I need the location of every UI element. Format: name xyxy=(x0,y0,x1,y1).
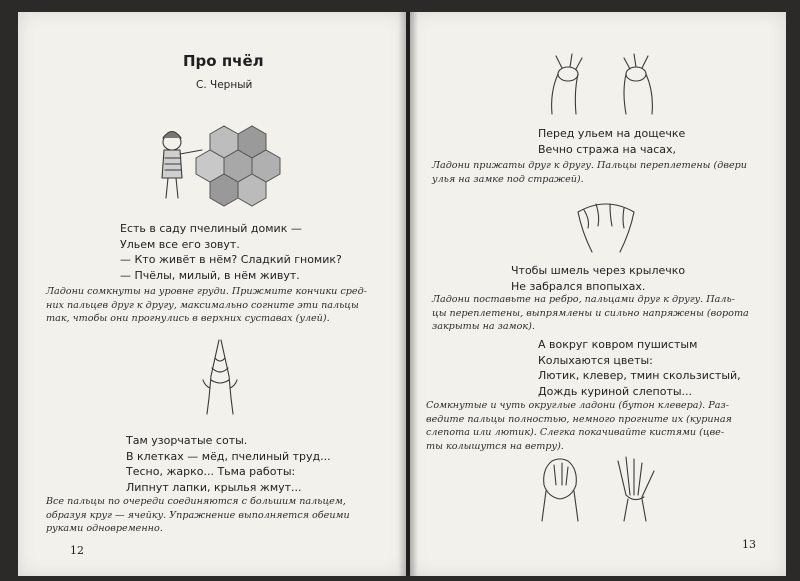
open-hands xyxy=(618,457,654,521)
verse-honeycomb xyxy=(126,433,331,495)
instruction-line: руками одновременно. xyxy=(46,523,163,534)
instruction-line: ты колышутся на ветру). xyxy=(426,440,564,452)
verse-line: Ульем все его зовут. xyxy=(120,237,240,251)
left-hand xyxy=(552,54,582,114)
instruction-line: цы переплетены, выпрямлены и сильно напряжены (ворота xyxy=(432,307,749,319)
honeycomb xyxy=(196,126,280,206)
verse-line: Перед ульем на дощечке xyxy=(538,127,686,140)
poem-title: Про пчёл xyxy=(183,52,264,70)
page-number-left: 12 xyxy=(70,544,84,557)
instruction-line: Ладони сомкнуты на уровне груди. Прижмите кончики сред- xyxy=(46,286,367,297)
instruction-hive xyxy=(46,285,367,326)
right-hand xyxy=(624,54,652,114)
instruction-line: Сомкнутые и чуть округлые ладони (бутон клевера). Раз- xyxy=(426,400,729,411)
instruction-line: Ладони поставьте на ребро, пальцами друг к другу. Паль- xyxy=(432,294,735,305)
flower-hands-illustration xyxy=(530,455,675,525)
instruction-line: ведите пальцы полностью, немного прогните их (куриная xyxy=(426,413,732,425)
verse-line: В клетках — мёд, пчелиный труд... xyxy=(126,449,331,463)
verse-bee-house xyxy=(120,221,342,283)
instruction-doors xyxy=(432,159,747,186)
instruction-line: слепота или лютик). Слегка покачивайте кистями (цве- xyxy=(426,427,725,438)
instruction-clover xyxy=(426,399,732,453)
verse-line: Вечно стража на часах, xyxy=(538,142,677,156)
verse-line: Там узорчатые соты. xyxy=(126,434,248,447)
instruction-line: так, чтобы они прогнулись в верхних суставах (улей). xyxy=(46,313,330,324)
instruction-line: Ладони прижаты друг к другу. Пальцы переплетены (двери xyxy=(432,160,747,171)
verse-line: — Пчёлы, милый, в нём живут. xyxy=(120,268,300,282)
verse-flowers xyxy=(538,337,741,399)
ring-hands-illustration xyxy=(540,52,665,117)
verse-line: Дождь куриной слепоты... xyxy=(538,384,693,398)
verse-guard xyxy=(538,126,685,157)
verse-line: Есть в саду пчелиный домик — xyxy=(120,222,302,235)
verse-line: Не забрался впопыхах. xyxy=(511,279,646,293)
verse-line: Липнут лапки, крылья жмут... xyxy=(126,480,302,494)
verse-line: Чтобы шмель через крылечко xyxy=(511,264,686,277)
bud-hands xyxy=(542,459,578,521)
verse-line: — Кто живёт в нём? Сладкий гномик? xyxy=(120,253,342,266)
hive-hands-illustration xyxy=(195,336,245,416)
verse-line: А вокруг ковром пушистым xyxy=(538,338,698,351)
instruction-line: них пальцев друг к другу, максимально согните эти пальцы xyxy=(46,299,359,311)
page-number-right: 13 xyxy=(742,538,756,551)
poem-author: С. Черный xyxy=(196,79,253,91)
book-gutter xyxy=(398,12,418,576)
instruction-cells xyxy=(46,495,350,536)
instruction-line: улья на замке под стражей). xyxy=(432,173,584,185)
gnome-honeycomb-illustration xyxy=(150,120,290,208)
verse-line: Тесно, жарко... Тьма работы: xyxy=(126,465,296,478)
instruction-gates xyxy=(432,293,749,334)
instruction-line: Все пальцы по очереди соединяются с большим пальцем, xyxy=(46,496,346,507)
instruction-line: образуя круг — ячейку. Упражнение выполняется обеими xyxy=(46,509,350,521)
verse-line: Колыхаются цветы: xyxy=(538,353,653,367)
verse-line: Лютик, клевер, тмин скользистый, xyxy=(538,369,741,382)
verse-bumblebee xyxy=(511,263,685,294)
instruction-line: закрыты на замок). xyxy=(432,321,535,332)
interlocked-hands-illustration xyxy=(570,192,642,254)
